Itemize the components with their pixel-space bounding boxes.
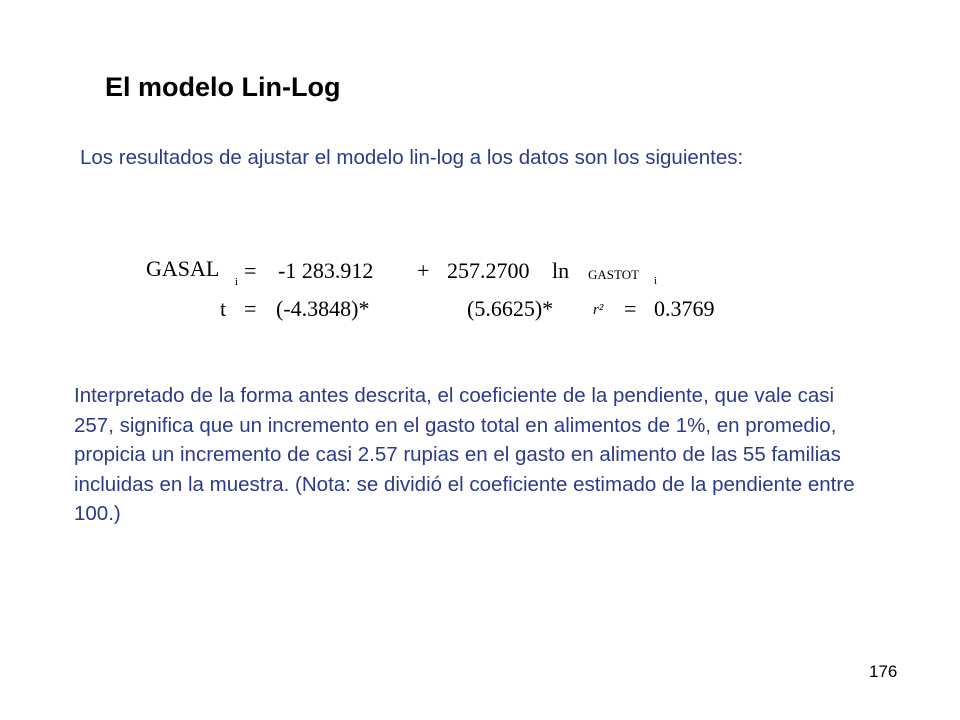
eq-rhs-var: GASTOT	[588, 267, 640, 282]
eq-ln: ln	[552, 258, 570, 283]
eq-lhs: GASAL	[146, 256, 220, 281]
intro-paragraph: Los resultados de ajustar el modelo lin-log a los datos son los siguientes:	[80, 146, 744, 169]
eq-plus: +	[417, 258, 430, 283]
eq-t-label: t	[220, 296, 227, 321]
eq-r2-value: 0.3769	[654, 296, 715, 321]
eq-equals-1: =	[244, 258, 257, 283]
eq-equals-2: =	[244, 296, 257, 321]
interpretation-paragraph: Interpretado de la forma antes descrita, el coeficiente de la pendiente, que vale casi 257, significa que un incremento en el gasto total en alimentos de 1%, en promedio, propicia un incremento de casi 2.57 rupias en el gasto en alimento de las 55 familias incluidas en la muestra. (Nota: se dividió el coeficiente estimado de la pendiente entre 100.)	[74, 384, 855, 525]
eq-slope: 257.2700	[447, 258, 530, 283]
eq-intercept: -1 283.912	[278, 258, 374, 283]
eq-rhs-subscript: i	[654, 275, 658, 287]
page-number: 176	[869, 662, 898, 681]
eq-r2-label: r²	[593, 302, 604, 318]
eq-equals-3: =	[624, 296, 637, 321]
eq-t-intercept: (-4.3848)*	[276, 296, 370, 321]
slide-title: El modelo Lin-Log	[105, 72, 341, 102]
eq-lhs-subscript: i	[235, 276, 239, 288]
eq-t-slope: (5.6625)*	[467, 296, 554, 321]
